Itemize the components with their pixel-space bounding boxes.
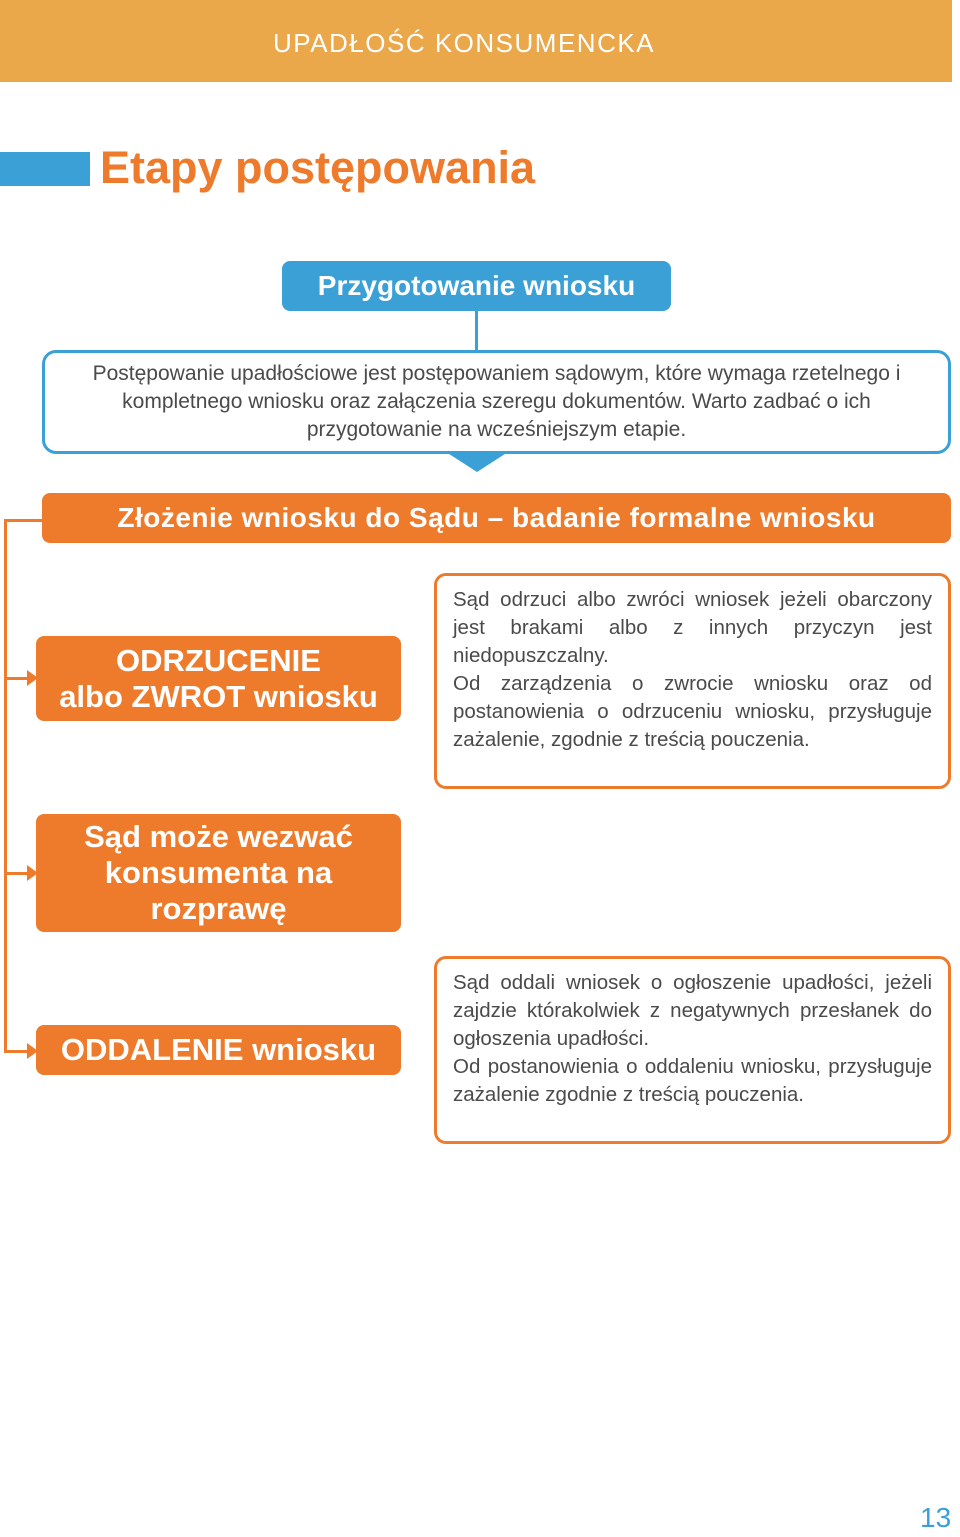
step-prepare-label: Przygotowanie wniosku [282,261,671,311]
flow-spine-top [4,519,44,522]
header-title: UPADŁOŚĆ KONSUMENCKA [273,28,656,58]
step-prepare-connector [475,311,478,352]
rejection-description [434,573,951,789]
hearing-label [36,814,401,932]
page-title: Etapy postępowania [100,142,536,193]
step-submit-label: Złożenie wniosku do Sądu – badanie formalne wniosku [42,493,951,543]
down-arrow-icon [446,452,508,472]
dismissal-label: ODDALENIE wniosku [36,1025,401,1075]
rejection-paragraph-1: Sąd odrzuci albo zwróci wniosek jeżeli obarczony jest brakami albo z innych przyczyn jest niedopuszczalny. [453,588,932,667]
rejection-label [36,636,401,721]
rejection-label-line2: albo ZWROT wniosku [59,678,378,714]
dismissal-paragraph-2: Od postanowienia o oddaleniu wniosku, przysługuje zażalenie zgodnie z treścią pouczenia. [453,1055,932,1106]
dismissal-description [434,956,951,1144]
rejection-label-line1: ODRZUCENIE [116,642,321,678]
dismissal-paragraph-1: Sąd oddali wniosek o ogłoszenie upadłości, jeżeli zajdzie którakolwiek z negatywnych przesłanek do ogłoszenia upadłości. [453,971,932,1050]
rejection-paragraph-2: Od zarządzenia o zwrocie wniosku oraz od postanowienia o odrzuceniu wniosku, przysługuje zażalenie, zgodnie z treścią pouczenia. [453,672,932,751]
hearing-label-line1: Sąd może wezwać [84,819,353,854]
step-prepare-description: Postępowanie upadłościowe jest postępowaniem sądowym, które wymaga rzetelnego i kompletnego wniosku oraz załączenia szeregu dokumentów. Warto zadbać o ich przygotowanie na wcześniejszym etapie. [42,350,951,454]
flow-spine-line [4,521,7,1052]
hearing-label-line3: rozprawę [150,891,287,926]
hearing-label-line2: konsumenta na [104,855,333,890]
title-accent-bar [0,152,90,186]
page-number: 13 [920,1502,952,1533]
